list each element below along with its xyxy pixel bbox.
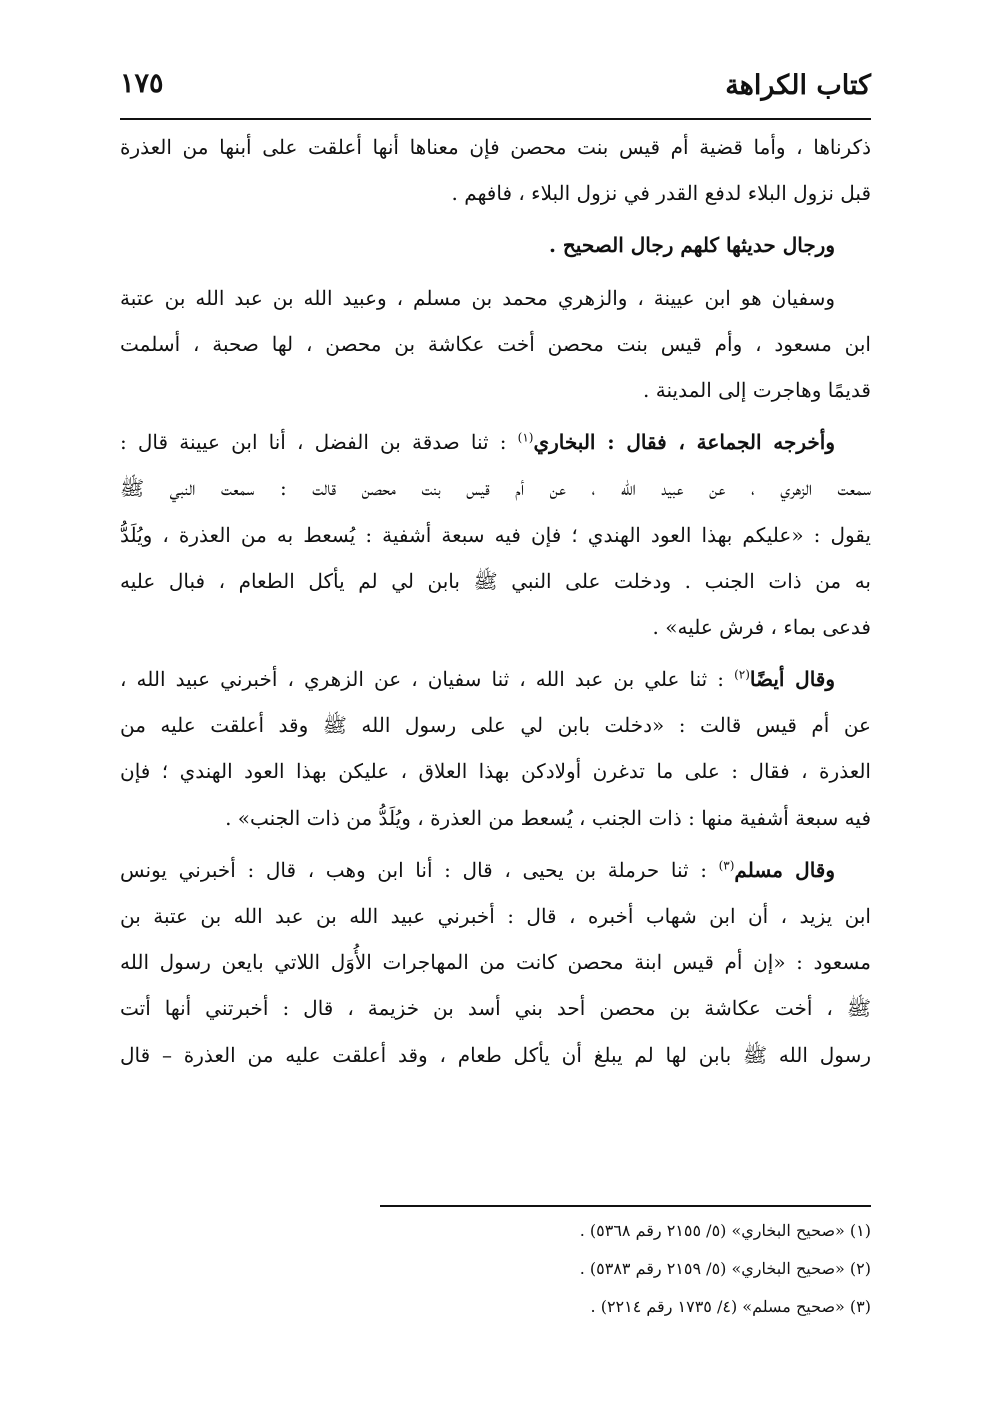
running-title: كتاب الكراهة — [725, 70, 871, 101]
text-line: ذكرناها ، وأما قضية أم قيس بنت محصن فإن معناها أنها أعلقت على أبنها من العذرة — [120, 135, 871, 159]
paragraph-lead: وأخرجه الجماعة ، فقال : البخاري — [533, 430, 835, 455]
text-line: العذرة ، فقال : على ما تدغرن أولادكن بهذا العلاق ، عليكن بهذا العود الهندي ؛ فإن — [120, 759, 871, 784]
text-line: ابن يزيد ، أن ابن شهاب أخبره ، قال : أخبرني عبيد الله بن عبد الله بن عتبة بن — [120, 904, 871, 928]
text-line: ابن مسعود ، وأم قيس بنت محصن أخت عكاشة بن محصن ، لها صحبة ، أسلمت — [120, 331, 871, 356]
footnote-marker: (٣) — [718, 858, 735, 873]
footnote-1: (١) «صحيح البخاري» (٥/ ٢١٥٥ رقم ٥٣٦٨) . — [579, 1221, 871, 1240]
text-line: به من ذات الجنب . ودخلت على النبي ﷺ بابن لي لم يأكل الطعام ، فبال عليه — [120, 568, 871, 593]
text-line: سمعت الزهري ، عن عبيد الله ، عن أم قيس بنت محصن قالت : سمعت النبي ﷺ — [120, 476, 871, 501]
text-line: يقول : «عليكم بهذا العود الهندي ؛ فإن فيه سبعة أشفية : يُسعط به من العذرة ، ويُلَدُّ — [120, 522, 871, 547]
footnote-2: (٢) «صحيح البخاري» (٥/ ٢١٥٩ رقم ٥٣٨٣) . — [579, 1259, 871, 1278]
footnotes — [120, 1212, 871, 1326]
footnote-marker: (٢) — [734, 667, 750, 682]
text-line — [120, 656, 871, 702]
text-line: فيه سبعة أشفية منها : ذات الجنب ، يُسعط من العذرة ، ويُلَدُّ من ذات الجنب» . — [225, 805, 871, 830]
footnote-marker: (١) — [517, 430, 534, 445]
line-text: : ثنا علي بن عبد الله ، ثنا سفيان ، عن الزهري ، أخبرني عبيد الله ، — [120, 667, 735, 692]
body-text — [120, 124, 871, 1078]
text-line: وسفيان هو ابن عيينة ، والزهري محمد بن مسلم ، وعبيد الله بن عبد الله بن عتبة — [120, 285, 835, 310]
line-text: : ثنا حرملة بن يحيى ، قال : أنا ابن وهب ، قال : أخبرني يونس — [120, 857, 719, 882]
text-line: عن أم قيس قالت : «دخلت بابن لي على رسول الله ﷺ وقد أعلقت عليه من — [120, 713, 871, 738]
footnote-3: (٣) «صحيح مسلم» (٤/ ١٧٣٥ رقم ٢٢١٤) . — [590, 1297, 871, 1316]
page-number: ١٧٥ — [120, 68, 164, 99]
text-line: ﷺ ، أخت عكاشة بن محصن أحد بني أسد بن خزيمة ، قال : أخبرتني أنها أتت — [120, 996, 871, 1021]
text-line: قبل نزول البلاء لدفع القدر في نزول البلاء ، فافهم . — [451, 181, 871, 206]
section-heading: ورجال حديثها كلهم رجال الصحيح . — [548, 233, 835, 258]
header-divider — [120, 118, 871, 120]
text-line — [120, 419, 871, 465]
text-line: مسعود : «إن أم قيس ابنة محصن كانت من المهاجرات الأُوَل اللاتي بايعن رسول الله — [120, 950, 871, 975]
footnote-divider — [380, 1205, 871, 1207]
line-text: : ثنا صدقة بن الفضل ، أنا ابن عيينة قال : — [120, 430, 518, 455]
text-line — [120, 847, 871, 893]
text-line: رسول الله ﷺ بابن لها لم يبلغ أن يأكل طعام ، وقد أعلقت عليه من العذرة – قال — [120, 1042, 871, 1067]
paragraph-lead: وقال مسلم — [734, 857, 836, 882]
page-header — [120, 62, 871, 112]
text-line: قديمًا وهاجرت إلى المدينة . — [643, 377, 871, 402]
text-line: فدعى بماء ، فرش عليه» . — [652, 614, 871, 639]
paragraph-lead: وقال أيضًا — [749, 667, 835, 692]
